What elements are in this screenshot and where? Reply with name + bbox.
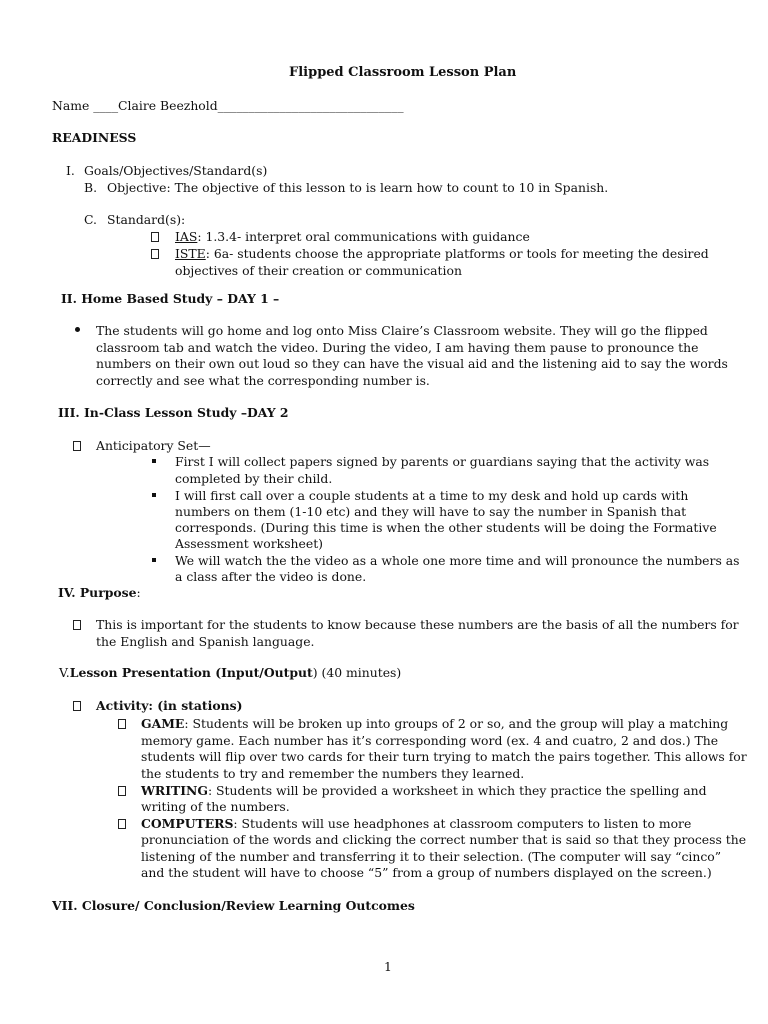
anticipatory-set-label: Anticipatory Set— xyxy=(96,438,211,453)
checkbox-icon xyxy=(118,815,126,832)
ias-text: : 1.3.4- interpret oral communications with guidance xyxy=(197,229,530,244)
square-bullet-icon xyxy=(152,552,156,569)
computers-line: and the student will have to choose “5” from a group of numbers displayed on the screen.) xyxy=(141,865,712,880)
purpose-line: This is important for the students to know because these numbers are the basis of all the numbers for xyxy=(96,617,739,632)
readiness-heading: READINESS xyxy=(52,130,137,145)
standards-letter: C. xyxy=(84,212,97,227)
name-line: Name ____Claire Beezhold______________________________ xyxy=(52,98,404,113)
checkbox-icon xyxy=(118,715,126,732)
checkbox-icon xyxy=(151,228,159,245)
writing-text: : Students will be provided a worksheet in which they practice the spelling and xyxy=(207,783,707,798)
section-2-line: classroom tab and watch the video. During the video, I am having them pause to pronounce the xyxy=(96,340,699,355)
bullet-icon xyxy=(75,322,80,339)
section-7-heading: VII. Closure/ Conclusion/Review Learning Outcomes xyxy=(52,898,415,913)
anticipatory-item: completed by their child. xyxy=(175,471,333,486)
computers-text: : Students will use headphones at classroom computers to listen to more xyxy=(233,816,692,831)
section-5-numeral: V. xyxy=(59,665,70,680)
checkbox-icon xyxy=(151,245,159,262)
game-label: GAME xyxy=(141,716,185,731)
square-bullet-icon xyxy=(152,453,156,470)
ias-code: IAS xyxy=(175,229,198,244)
writing-line: writing of the numbers. xyxy=(141,799,290,814)
game-text: : Students will be broken up into groups of 2 or so, and the group will play a matching xyxy=(184,716,729,731)
page-title: Flipped Classroom Lesson Plan xyxy=(289,65,517,80)
section-5-heading xyxy=(59,664,401,681)
purpose-line: the English and Spanish language. xyxy=(96,634,315,649)
objective-letter: B. xyxy=(84,180,98,195)
iste-text-continued: objectives of their creation or communication xyxy=(175,263,462,278)
iste-code: ISTE xyxy=(175,246,206,261)
anticipatory-item: I will first call over a couple students at a time to my desk and hold up cards with xyxy=(175,488,689,503)
game-line: memory game. Each number has it’s corresponding word (ex. 4 and cuatro, 2 and dos.) The xyxy=(141,733,719,748)
section-5-heading-text: Lesson Presentation (Input/Output xyxy=(69,665,313,680)
section-4-heading-text: IV. Purpose xyxy=(58,585,137,600)
computers-station xyxy=(141,815,691,832)
anticipatory-item: a class after the video is done. xyxy=(175,569,367,584)
checkbox-icon xyxy=(118,782,126,799)
section-2-line: numbers on their own out loud so they can have the visual aid and the listening aid to say the words xyxy=(96,356,728,371)
goals-label: Goals/Objectives/Standard(s) xyxy=(84,163,268,178)
writing-station xyxy=(141,782,707,799)
anticipatory-item: First I will collect papers signed by parents or guardians saying that the activity was xyxy=(175,454,710,469)
section-2-heading: II. Home Based Study – DAY 1 – xyxy=(61,291,280,306)
writing-label: WRITING xyxy=(141,783,208,798)
checkbox-icon xyxy=(73,437,81,454)
section-2-line: correctly and see what the corresponding number is. xyxy=(96,373,430,388)
game-station xyxy=(141,715,728,732)
game-line: the students to try and remember the numbers they learned. xyxy=(141,766,525,781)
anticipatory-item: numbers on them (1-10 etc) and they will have to say the number in Spanish that xyxy=(175,504,687,519)
checkbox-icon xyxy=(73,697,81,714)
section-5-duration: ) (40 minutes) xyxy=(312,665,402,680)
iste-text: : 6a- students choose the appropriate platforms or tools for meeting the desired xyxy=(205,246,709,261)
section-3-heading: III. In-Class Lesson Study –DAY 2 xyxy=(58,405,289,420)
anticipatory-item: corresponds. (During this time is when the other students will be doing the Formative xyxy=(175,520,717,535)
section-4-heading xyxy=(58,584,141,601)
game-line: students will flip over two cards for their turn trying to match the pairs together. This allows for xyxy=(141,749,747,764)
objective-text: Objective: The objective of this lesson to is learn how to count to 10 in Spanish. xyxy=(107,180,609,195)
checkbox-icon xyxy=(73,616,81,633)
standards-label: Standard(s): xyxy=(107,212,186,227)
section-2-line: The students will go home and log onto Miss Claire’s Classroom website. They will go the flipped xyxy=(96,323,708,338)
anticipatory-item: We will watch the the video as a whole one more time and will pronounce the numbers as xyxy=(175,553,740,568)
ias-standard xyxy=(175,228,530,245)
section-4-colon: : xyxy=(136,585,141,600)
computers-label: COMPUTERS xyxy=(141,816,234,831)
computers-line: pronunciation of the words and clicking the correct number that is said so that they process the xyxy=(141,832,747,847)
iste-standard xyxy=(175,245,709,262)
anticipatory-item: Assessment worksheet) xyxy=(175,536,324,551)
activity-label: Activity: (in stations) xyxy=(96,698,243,713)
page-number: 1 xyxy=(384,959,392,974)
computers-line: listening of the number and transferring it to their selection. (The computer will say “cinco” xyxy=(141,849,722,864)
goals-numeral: I. xyxy=(66,163,75,178)
square-bullet-icon xyxy=(152,487,156,504)
